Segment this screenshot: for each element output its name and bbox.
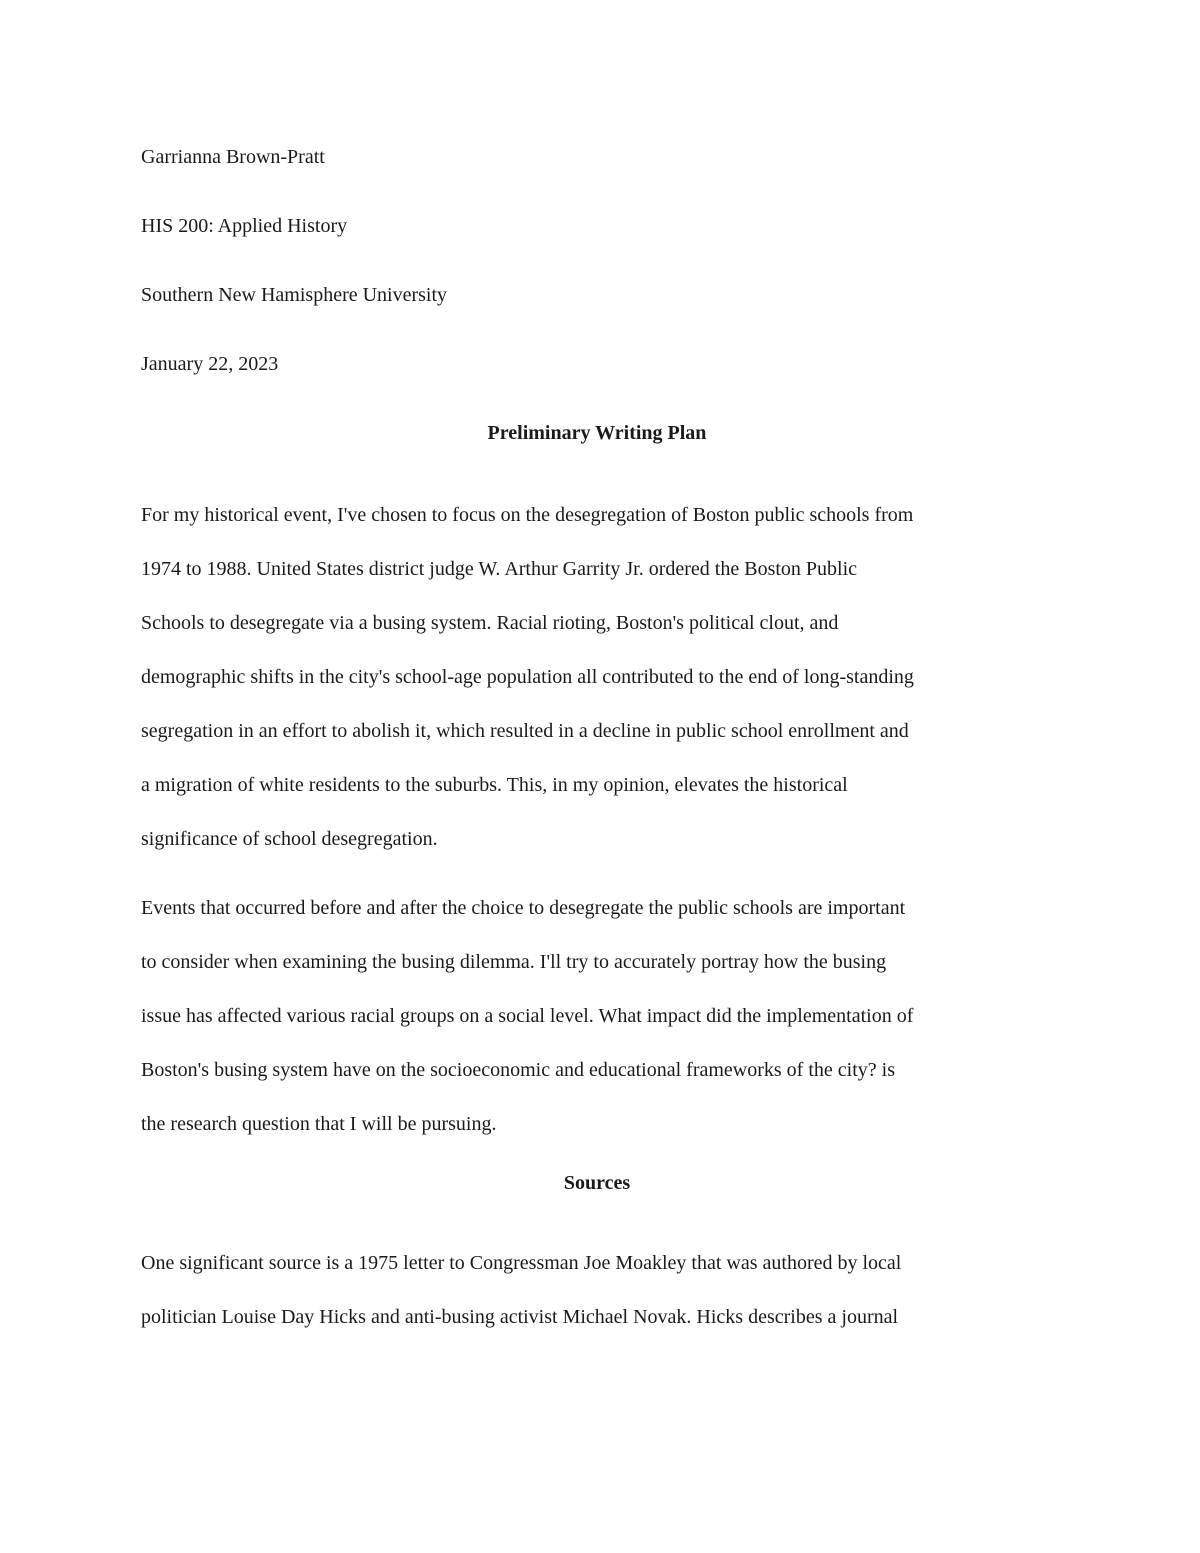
document-title: Preliminary Writing Plan: [487, 422, 707, 444]
paragraph-line: Boston's busing system have on the socioeconomic and educational frameworks of the city? is: [141, 1059, 895, 1081]
paragraph-line: Schools to desegregate via a busing system. Racial rioting, Boston's political clout, and: [141, 612, 839, 634]
paragraph-2: [141, 881, 1053, 1151]
sources-heading: Sources: [563, 1172, 631, 1194]
paragraph-line: issue has affected various racial groups on a social level. What impact did the implementation of: [141, 1005, 914, 1027]
paragraph-line: the research question that I will be pursuing.: [141, 1113, 497, 1135]
paragraph-line: a migration of white residents to the suburbs. This, in my opinion, elevates the historical: [141, 774, 848, 796]
paragraph-line: to consider when examining the busing dilemma. I'll try to accurately portray how the busing: [141, 951, 887, 973]
author-name: Garrianna Brown-Pratt: [141, 146, 325, 168]
paragraph-line: One significant source is a 1975 letter to Congressman Joe Moakley that was authored by local: [141, 1252, 902, 1274]
paragraph-line: segregation in an effort to abolish it, which resulted in a decline in public school enrollment and: [141, 720, 909, 742]
document-body: [141, 140, 1053, 1359]
paragraph-line: Events that occurred before and after the choice to desegregate the public schools are important: [141, 897, 906, 919]
course-name: HIS 200: Applied History: [141, 215, 348, 237]
paragraph-1: [141, 488, 1053, 866]
document-date: January 22, 2023: [141, 353, 279, 375]
institution-name: Southern New Hamisphere University: [141, 284, 448, 306]
paragraph-line: significance of school desegregation.: [141, 828, 438, 850]
paragraph-line: politician Louise Day Hicks and anti-busing activist Michael Novak. Hicks describes a journal: [141, 1306, 899, 1328]
paragraph-line: For my historical event, I've chosen to focus on the desegregation of Boston public schools from: [141, 504, 914, 526]
paragraph-line: 1974 to 1988. United States district judge W. Arthur Garrity Jr. ordered the Boston Public: [141, 558, 858, 580]
paragraph-line: demographic shifts in the city's school-age population all contributed to the end of long-standing: [141, 666, 914, 688]
sources-paragraph: [141, 1236, 1053, 1344]
